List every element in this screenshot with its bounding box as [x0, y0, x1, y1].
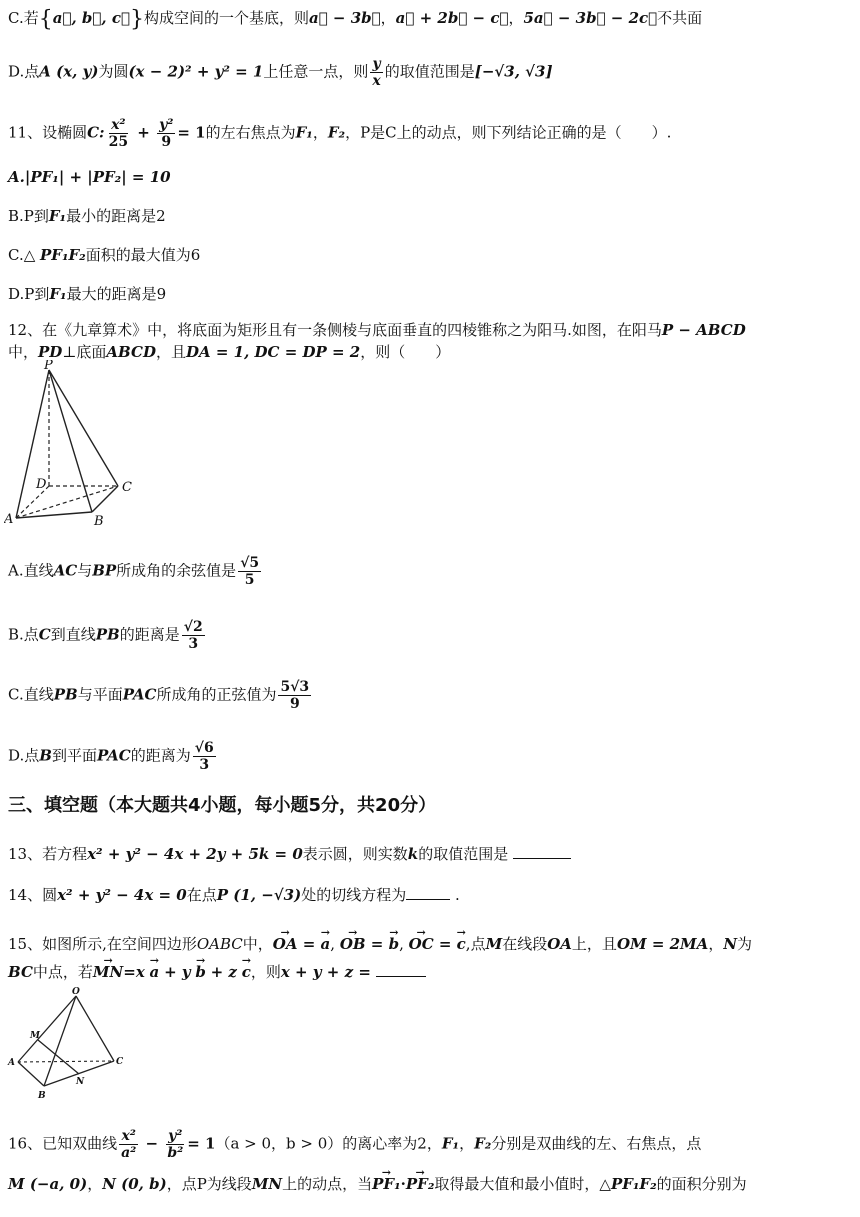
q13-suffix: 的取值范围是: [418, 845, 509, 863]
q16-prefix: 16、已知双曲线: [8, 1134, 118, 1153]
q11-d-suffix: 最大的距离是9: [66, 285, 167, 303]
q11-text: 的左右焦点为: [205, 123, 296, 142]
q12-d-prefix: D.点: [8, 746, 40, 765]
q10-d-prefix: D.点: [8, 62, 40, 81]
q11-d-prefix: D.P到: [8, 285, 50, 303]
q14-answer-blank[interactable]: [406, 885, 450, 900]
q12-option-d: [8, 740, 854, 773]
q12-a-prefix: A.直线: [8, 561, 54, 580]
q15-prefix: 15、如图所示,在空间四边形: [8, 935, 197, 953]
q10-c-basis-set: a⃗, b⃗, c⃗: [52, 9, 130, 27]
q10-c-vector3: 5a⃗ − 3b⃗ − 2c⃗: [523, 9, 658, 27]
q11-f1: F₁: [295, 123, 313, 142]
q16-vec-pf1: → PF₁: [372, 1172, 401, 1196]
q16-triangle: PF₁F₂: [610, 1175, 657, 1193]
q14-prefix: 14、圆: [8, 886, 58, 904]
q16-line2: M (−a, 0)，N (0, b)，点P为线段MN上的动点，当→ PF₁·→ PF₂取得最大值和最小值时，△PF₁F₂的面积分别为: [8, 1172, 854, 1196]
label-b: B: [38, 1091, 46, 1101]
edge-pb: [49, 370, 92, 512]
q10-d-text3: 的取值范围是: [384, 62, 475, 81]
edge-oc: [76, 996, 114, 1061]
q12-a-with: 与: [77, 561, 93, 580]
q16-condition: （a > 0，b > 0）的离心率为2，: [215, 1134, 442, 1153]
q11-f2: F₂: [327, 123, 346, 142]
q11-b-prefix: B.P到: [8, 207, 49, 225]
q15-vec-b: → b: [389, 932, 400, 956]
q12-d-fraction: $\frac{√6}{3}$: [194, 740, 214, 773]
q12-text3: ⊥底面: [62, 343, 107, 361]
q16-mn: MN: [251, 1175, 283, 1193]
q12-option-c: [8, 679, 854, 712]
q15-vec-a2: → a: [150, 960, 160, 984]
edge-ac: [18, 1061, 114, 1062]
q12-c-pac: PAC: [122, 685, 157, 704]
q15-line2: [8, 960, 854, 984]
q13-k: k: [407, 845, 419, 863]
label-d: D: [36, 477, 47, 492]
edge-pa: [16, 370, 49, 518]
label-n: N: [76, 1077, 85, 1087]
q12-d-mid: 到平面: [51, 746, 97, 765]
q16-suffix2: 的面积分别为: [656, 1175, 747, 1193]
q12-option-b: [8, 619, 854, 652]
q10-option-c: C.若{a⃗, b⃗, c⃗}构成空间的一个基底，则a⃗ − 3b⃗，a⃗ + 2b⃗ − c⃗，5a⃗ − 3b⃗ − 2c⃗不共面: [8, 7, 703, 32]
q16-mid: ，点P为线段: [166, 1175, 252, 1193]
q10-c-vector2: a⃗ + 2b⃗ − c⃗: [395, 9, 509, 27]
q12-a-fraction: $\frac{√5}{5}$: [240, 555, 260, 588]
q14-mid: 在点: [186, 886, 217, 904]
q15-vec-oa: → OA: [273, 932, 298, 956]
q15-suffix: 为: [737, 935, 753, 953]
q15-mid2: ,点: [465, 935, 486, 953]
q13-mid: 表示圆，则实数: [302, 845, 408, 863]
q12-c-suffix: 所成角的正弦值为: [156, 685, 277, 704]
q16-line1: 16、已知双曲线 $\frac{\text{x²}}{\text{a²}}$ − $\frac{\text{y²}}{\text{b²}}$ = 1（a > 0，b > 0）的离心率为2，F₁，F₂分别是双曲线的左、右焦点，点: [8, 1128, 702, 1161]
q10-c-text: 构成空间的一个基底，则: [143, 9, 309, 27]
q11-prefix: 11、设椭圆: [8, 123, 88, 142]
q13-answer-blank[interactable]: [513, 844, 571, 859]
section-title: 三、填空题（本大题共4小题，每小题5分，共20分）: [8, 795, 437, 816]
q12-lengths: DA = 1, DC = DP = 2: [185, 343, 361, 361]
q15-coef-x: =x: [123, 963, 145, 981]
q12-b-suffix: 的距离是: [119, 625, 180, 644]
edge-ab: [18, 1062, 44, 1086]
q10-d-text2: 上任意一点，则: [263, 62, 369, 81]
q11-c-triangle: PF₁F₂: [40, 246, 86, 264]
edge-ob: [44, 996, 76, 1086]
q12-c-fraction: $\frac{5√3}{9}$: [280, 679, 310, 712]
q15-vec-c2: → c: [242, 960, 251, 984]
q13: [8, 842, 854, 866]
q11-ellipse-name: C:: [87, 123, 105, 142]
edge-pc: [49, 370, 118, 486]
q16-f1: F₁: [441, 1134, 460, 1153]
q15-tetrahedron-figure: [6, 984, 136, 1102]
q12-b-mid: 到直线: [50, 625, 96, 644]
q13-prefix: 13、若方程: [8, 845, 88, 863]
q11-option-a: [8, 165, 854, 189]
q15-mid: 中，: [242, 935, 273, 953]
q11-d-focus: F₁: [49, 285, 67, 303]
q12-pd: PD: [38, 343, 63, 361]
q16-f2: F₂: [474, 1134, 492, 1153]
q11-option-d: [8, 282, 854, 306]
q10-d-point: A (x, y): [39, 62, 99, 81]
q15-mid6: 中点，若: [32, 963, 93, 981]
q13-equation: x² + y² − 4x + 2y + 5k = 0: [87, 845, 303, 863]
label-a: A: [4, 512, 14, 527]
q16-point-m: M (−a, 0): [8, 1175, 88, 1193]
q12-a-ac: AC: [53, 561, 78, 580]
q12-text4: ，且: [155, 343, 186, 361]
q15-mid5: ，: [708, 935, 724, 953]
q15-bc: BC: [8, 963, 33, 981]
q11-stem: 11、设椭圆C: $\frac{\text{x²}}{25}$ + $\frac{\text{y²}}{9}$ = 1的左右焦点为F₁，F₂，P是C上的动点，则下列结论正确的是（ ）.: [8, 117, 672, 150]
label-c: C: [116, 1057, 124, 1067]
q15-line1: 15、如图所示,在空间四边形OABC中，→ OA = → a, → OB = → b, → OC = → c,点M在线段OA上，且OM = 2MA，N为: [8, 932, 854, 956]
q12-b-c: C: [38, 625, 51, 644]
q15-oa: OA: [547, 935, 572, 953]
q16-dot: ·: [400, 1175, 406, 1193]
q12-c-mid: 与平面: [77, 685, 123, 704]
q16-mid2: 上的动点，当: [282, 1175, 373, 1193]
q16-frac-x: $\frac{\text{x²}}{\text{a²}}$: [121, 1128, 137, 1161]
q15-coef-z: + z: [210, 963, 237, 981]
edge-oa: [18, 996, 76, 1062]
label-m: M: [30, 1031, 40, 1041]
q14-point: P (1, −√3): [216, 886, 302, 904]
q15-coef-y: + y: [164, 963, 191, 981]
label-a: A: [8, 1058, 15, 1068]
q11-eq: = 1: [177, 123, 206, 142]
label-p: P: [44, 360, 53, 373]
q14-suffix: 处的切线方程为: [301, 886, 407, 904]
q12-pyramid: P − ABCD: [661, 321, 746, 339]
q16-frac-y: $\frac{\text{y²}}{\text{b²}}$: [167, 1128, 184, 1161]
q12-b-prefix: B.点: [8, 625, 39, 644]
edge-ab: [16, 512, 92, 518]
q16-point-n: N (0, b): [102, 1175, 167, 1193]
q11-b-suffix: 最小的距离是2: [66, 207, 166, 225]
q12-a-bp: BP: [92, 561, 117, 580]
q11-option-c: [8, 243, 854, 267]
q15-mid4: 上，且: [571, 935, 617, 953]
q12-d-b: B: [39, 746, 52, 765]
q12-text2: 中，: [8, 343, 39, 361]
q10-option-d: [8, 56, 854, 89]
q12-pyramid-figure: [4, 360, 144, 530]
q14-period: .: [455, 886, 460, 904]
q15-vec-oc: → OC: [409, 932, 434, 956]
q14: [8, 883, 854, 907]
q11-c-prefix: C.△: [8, 246, 36, 264]
q12-c-pb: PB: [53, 685, 78, 704]
q10-c-suffix: 不共面: [657, 9, 703, 27]
q15-vec-mn: → MN: [93, 960, 123, 984]
q15-sum: x + y + z =: [280, 963, 371, 981]
q16-eq: = 1: [187, 1134, 216, 1153]
q14-equation: x² + y² − 4x = 0: [57, 886, 187, 904]
label-c: C: [122, 480, 132, 495]
q11-c-suffix: 面积的最大值为6: [85, 246, 201, 264]
q12-base: ABCD: [106, 343, 156, 361]
q12-c-prefix: C.直线: [8, 685, 54, 704]
q15-mid7: ，则: [250, 963, 281, 981]
q16-suffix: 分别是双曲线的左、右焦点，点: [491, 1134, 702, 1153]
q12-suffix: ，则（ ）: [360, 343, 451, 361]
q15-m: M: [485, 935, 503, 953]
q12-option-a: [8, 555, 854, 588]
q12-stem-line1: [8, 318, 854, 342]
q15-vec-c: → c: [457, 932, 466, 956]
q12-d-suffix: 的距离为: [130, 746, 191, 765]
q15-mid3: 在线段: [502, 935, 548, 953]
q11-a-text: A.|PF₁| + |PF₂| = 10: [8, 168, 171, 186]
q12-d-pac: PAC: [96, 746, 131, 765]
q11-b-focus: F₁: [48, 207, 67, 225]
q15-n: N: [723, 935, 738, 953]
q11-frac-x: $\frac{\text{x²}}{25}$: [108, 117, 129, 150]
q12-text: 12、在《九章算术》中，将底面为矩形且有一条侧棱与底面垂直的四棱锥称之为阳马.如图，在阳马: [8, 321, 662, 339]
q12-b-pb: PB: [95, 625, 120, 644]
q10-d-circle: (x − 2)² + y² = 1: [128, 62, 264, 81]
q15-vec-ob: → OB: [340, 932, 366, 956]
q15-answer-blank[interactable]: [376, 962, 426, 977]
q10-c-prefix: C.若: [8, 9, 39, 27]
q15-vec-b2: → b: [195, 960, 206, 984]
q11-frac-y: $\frac{\text{y²}}{9}$: [159, 117, 174, 150]
q16-vec-pf2: → PF₂: [406, 1172, 435, 1196]
q12-b-fraction: $\frac{√2}{3}$: [183, 619, 203, 652]
q16-mid3: 取得最大值和最小值时，△: [434, 1175, 611, 1193]
q10-d-range: [−√3, √3]: [474, 62, 553, 81]
q10-c-vector1: a⃗ − 3b⃗: [308, 9, 381, 27]
q15-oabc: OABC: [196, 935, 243, 953]
q11-suffix: ，P是C上的动点，则下列结论正确的是（ ）.: [345, 123, 672, 142]
q15-ratio: OM = 2MA: [616, 935, 709, 953]
q12-a-suffix: 所成角的余弦值是: [116, 561, 237, 580]
q10-d-fraction: $\frac{y}{x}$: [372, 56, 381, 89]
q15-vec-a: → a: [321, 932, 331, 956]
q11-option-b: [8, 204, 854, 228]
q10-d-text: 为圆: [98, 62, 129, 81]
label-o: O: [72, 987, 80, 997]
label-b: B: [94, 514, 104, 529]
